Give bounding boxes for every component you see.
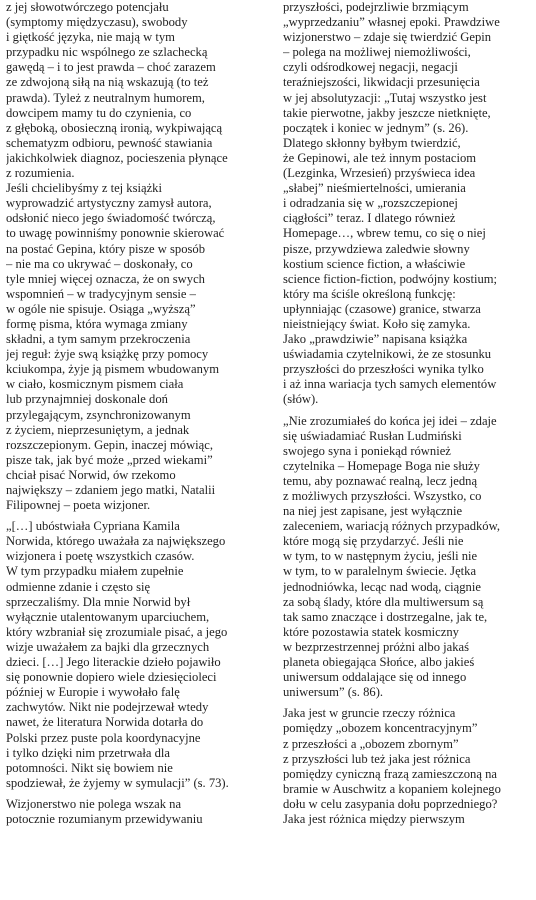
- text-line: z głęboką, obosieczną ironią, wykpiwającą: [6, 120, 223, 135]
- text-line: się ponownie dopiero wiele dziesięcioleci: [6, 670, 217, 685]
- text-line: z życiem, nieprzesuniętym, a jednak: [6, 422, 190, 437]
- text-line: prawda). Tyleż z neutralnym humorem,: [6, 90, 205, 105]
- text-line: pomiędzy cyniczną frazą zamieszczoną na: [283, 766, 497, 781]
- text-line: nawet, że literatura Norwida dotarła do: [6, 715, 204, 730]
- text-line: tyle mniej więcej oznacza, że on swych: [6, 271, 205, 286]
- text-line: i giętkość języka, nie mają w tym: [6, 30, 175, 45]
- text-line: w jej absolutyzacji: „Tutaj wszystko jest: [283, 90, 487, 105]
- text-line: przyszłości, podejrzliwie brzmiącym: [283, 0, 469, 14]
- text-line: wizjonerstwo – zdaje się twierdzić Gepin: [283, 30, 492, 45]
- text-line: w ciało, kosmicznym pismem ciała: [6, 377, 184, 392]
- text-line: – polega na możliwej niemożliwości,: [283, 45, 471, 60]
- text-line: który ma ściśle określoną funkcję:: [283, 286, 456, 301]
- text-line: później w Europie i wywołało falę: [6, 685, 180, 700]
- text-line: z przyszłości lub też jaka jest różnica: [283, 751, 471, 766]
- text-line: rozszczepionym. Gepin, inaczej mówiąc,: [6, 437, 214, 452]
- text-line: tak samo znaczące i dostrzegalne, jak te,: [283, 609, 488, 624]
- text-line: Jaka jest różnica między pierwszym: [283, 811, 465, 826]
- text-line: że Gepinowi, ale też innym postaciom: [283, 150, 477, 165]
- text-line: ze zdwojoną siłą na nią wskazują (to też: [6, 75, 209, 90]
- right-paragraph: [283, 706, 534, 827]
- text-line: Dlatego skłonny byłbym twierdzić,: [283, 135, 461, 150]
- text-line: gawędą – i to jest prawda – choć zarazem: [6, 60, 216, 75]
- text-line: odmienne zdanie i często się: [6, 579, 151, 594]
- text-line: ciągłości” teraz. I dlatego również: [283, 211, 456, 226]
- text-line: i aż inna wariacja tych samych elementów: [283, 377, 497, 392]
- text-line: zaleceniem, wariacją różnych przypadków,: [283, 519, 501, 534]
- text-line: nieistniejący świat. Koło się zamyka.: [283, 316, 471, 331]
- text-line: pisze, przywdziewa zaledwie słowny: [283, 241, 470, 256]
- text-line: na postać Gepina, który pisze w sposób: [6, 241, 206, 256]
- text-line: w tym, to w paralelnym świecie. Jętka: [283, 564, 477, 579]
- text-line: jakichkolwiek diagnoz, pocieszenia płynące: [6, 150, 228, 165]
- text-line: z przeszłości a „obozem zbornym”: [283, 736, 459, 751]
- text-line: i odradzania się w „rozszczepionej: [283, 196, 458, 211]
- text-line: które pozostawia statek kosmiczny: [283, 624, 459, 639]
- text-line: z rozumienia.: [6, 166, 75, 181]
- text-line: W tym przypadku miałem zupełnie: [6, 564, 184, 579]
- text-line: w ogóle nie spisuje. Osiąga „wyższą”: [6, 301, 196, 316]
- text-line: potomności. Nikt się bowiem nie: [6, 760, 173, 775]
- text-line: wyprowadzić artystyczny zamysł autora,: [6, 196, 212, 211]
- left-text-column: [6, 0, 257, 827]
- text-line: wizje uważałem za bajki dla grzecznych: [6, 639, 210, 654]
- text-line: „Nie zrozumiałeś do końca jej idei – zdaje: [283, 413, 497, 428]
- text-line: Homepage…, wbrew temu, co się o niej: [283, 226, 486, 241]
- text-line: pisze tak, jak być może „przed wiekami”: [6, 452, 213, 467]
- text-line: za sobą ślady, które dla multiwersum są: [283, 594, 484, 609]
- text-line: wizjonera i poetę wszystkich czasów.: [6, 549, 195, 564]
- text-line: (Lezginka, Wrzesień) przyświeca idea: [283, 166, 476, 181]
- text-line: uświadamia czytelnikowi, że ze stosunku: [283, 347, 492, 362]
- text-line: sprzeczaliśmy. Dla mnie Norwid był: [6, 594, 191, 609]
- text-line: upłynniając (czasowe) granice, stwarza: [283, 301, 481, 316]
- text-line: kciukompa, żyje ją pismem wbudowanym: [6, 362, 219, 377]
- text-line: Filipownej – poeta wizjoner.: [6, 498, 151, 513]
- text-line: z jej słowotwórczego potencjału: [6, 0, 169, 14]
- text-line: Wizjonerstwo nie polega wszak na: [6, 796, 182, 811]
- left-paragraph: [6, 797, 257, 827]
- left-paragraph: [6, 519, 257, 791]
- text-line: jej reguł: żyje swą książkę przy pomocy: [6, 347, 209, 362]
- text-line: „[…] ubóstwiała Cypriana Kamila: [6, 519, 180, 534]
- right-paragraph: [283, 0, 534, 408]
- text-line: się uświadamiać Rusłan Ludmiński: [283, 428, 462, 443]
- text-line: schematyzm odbioru, pewność stawiania: [6, 135, 213, 150]
- text-line: spodziewał, że żyjemy w symulacji” (s. 73).: [6, 775, 229, 790]
- text-line: Jeśli chcielibyśmy z tej książki: [6, 181, 162, 196]
- text-line: czyli odśrodkowej negacji, negacji: [283, 60, 458, 75]
- text-line: zachwytów. Nikt nie podejrzewał wtedy: [6, 700, 209, 715]
- text-line: – nie ma co ukrywać – doskonały, co: [6, 256, 193, 271]
- right-paragraph: [283, 414, 534, 701]
- text-line: jednodniówka, lecąc nad wodą, ciągnie: [283, 579, 481, 594]
- text-line: pomiędzy „obozem koncentracyjnym”: [283, 721, 478, 736]
- text-line: Jako „prawdziwie” napisana książka: [283, 332, 468, 347]
- text-line: które mogą się przydarzyć. Jeśli nie: [283, 534, 464, 549]
- text-line: formę pisma, która wymaga zmiany: [6, 316, 188, 331]
- text-line: wspomnień – w tradycyjnym sensie –: [6, 286, 196, 301]
- text-line: Norwida, którego uważała za największego: [6, 534, 226, 549]
- left-paragraph: [6, 0, 257, 513]
- text-line: przyszłości do przeszłości wynika tylko: [283, 362, 484, 377]
- text-line: swojego syna i poniekąd również: [283, 443, 451, 458]
- text-line: przylegającym, zsynchronizowanym: [6, 407, 191, 422]
- text-line: uniwersum oddalające się od innego: [283, 670, 467, 685]
- text-line: lub przynajmniej doskonale doń: [6, 392, 168, 407]
- text-line: to uwagę powinniśmy ponownie skierować: [6, 226, 225, 241]
- text-line: „słabej” nieśmiertelności, umierania: [283, 181, 466, 196]
- text-line: wyłącznie utalentowanym uparciuchem,: [6, 609, 210, 624]
- text-line: dzieci. […] Jego literackie dzieło pojawiło: [6, 655, 221, 670]
- text-line: który wzbraniał się zrozumiale pisać, a jego: [6, 624, 228, 639]
- text-line: składni, a tym samym przekroczenia: [6, 332, 191, 347]
- text-line: w bezprzestrzennej próżni albo jakaś: [283, 639, 470, 654]
- text-line: największy – zdaniem jego matki, Natalii: [6, 483, 216, 497]
- text-line: dowcipem mamy tu do czynienia, co: [6, 105, 192, 120]
- text-line: teraźniejszości, likwidacji przesunięcia: [283, 75, 480, 90]
- text-line: bramie w Auschwitz a kopaniem kolejnego: [283, 781, 501, 796]
- text-line: planeta obiegająca Słońce, albo jakieś: [283, 655, 475, 670]
- text-line: temu, aby poznawać realną, lecz jedną: [283, 473, 478, 488]
- text-line: Polski przez puste pola koordynacyjne: [6, 730, 201, 745]
- text-line: (słów).: [283, 392, 319, 407]
- text-line: uniwersum” (s. 86).: [283, 685, 384, 700]
- text-line: takie pierwotne, jakby jeszcze nietknięte,: [283, 105, 491, 120]
- text-line: przypadku nic wspólnego ze szlachecką: [6, 45, 208, 60]
- text-line: potocznie rozumianym przewidywaniu: [6, 811, 203, 826]
- text-line: i tylko dzięki nim przetrwała dla: [6, 745, 171, 760]
- text-line: kostium science fiction, a właściwie: [283, 256, 466, 271]
- text-line: z możliwych przyszłości. Wszystko, co: [283, 489, 482, 503]
- text-line: (symptomy międzyczasu), swobody: [6, 15, 188, 30]
- text-line: dołu w celu zasypania dołu poprzedniego?: [283, 796, 498, 811]
- text-line: w tym, to w następnym życiu, jeśli nie: [283, 549, 478, 564]
- text-line: czytelnika – Homepage Boga nie służy: [283, 458, 480, 473]
- text-line: science fiction-fiction, podwójny kostium;: [283, 271, 498, 286]
- text-line: na niej jest zapisane, jest wyłącznie: [283, 504, 463, 519]
- text-line: początek i koniec w jednym” (s. 26).: [283, 120, 469, 135]
- right-text-column: [283, 0, 534, 827]
- text-line: odsłonić nieco jego świadomość twórczą,: [6, 211, 216, 226]
- text-line: chciał pisać Norwid, ów rzekomo: [6, 467, 176, 482]
- text-line: „wyprzedzaniu” własnej epoki. Prawdziwe: [283, 15, 500, 30]
- text-line: Jaka jest w gruncie rzeczy różnica: [283, 706, 456, 721]
